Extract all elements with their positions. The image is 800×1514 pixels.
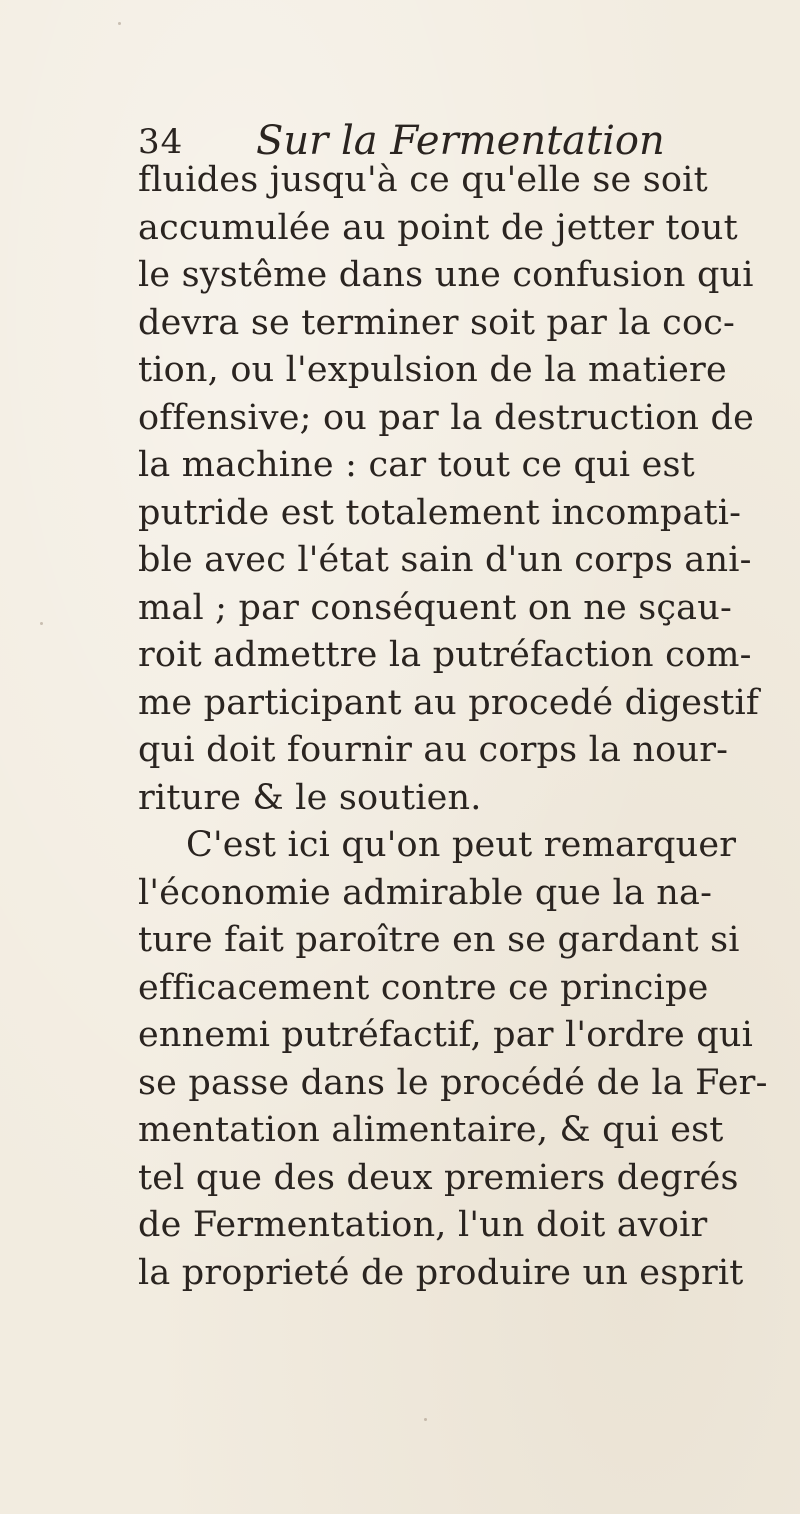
text-line: ture fait paroître en se gardant si — [138, 920, 740, 960]
text-line: riture & le soutien. — [138, 777, 482, 818]
text-line: putride est totalement incompati- — [138, 492, 742, 533]
text-line: efficacement contre ce principe — [138, 967, 709, 1008]
body-text — [138, 157, 778, 1297]
paragraph-start-line: C'est ici qu'on peut remarquer — [186, 825, 737, 865]
page-number: 34 — [138, 122, 184, 162]
text-line: mentation alimentaire, & qui est — [138, 1110, 724, 1150]
text-line: roit admettre la putréfaction com- — [138, 635, 752, 675]
text-line: devra se terminer soit par la coc- — [138, 302, 736, 343]
text-line: fluides jusqu'à ce qu'elle se soit — [138, 160, 708, 200]
text-line: de Fermentation, l'un doit avoir — [138, 1205, 708, 1245]
text-line: le systême dans une confusion qui — [138, 255, 754, 295]
text-line: qui doit fournir au corps la nour- — [138, 730, 729, 770]
paper-speck — [40, 622, 43, 625]
text-line: tel que des deux premiers degrés — [138, 1157, 739, 1198]
text-line: se passe dans le procédé de la Fer- — [138, 1062, 768, 1103]
running-title: Sur la Fermentation — [256, 118, 665, 164]
text-line: l'économie admirable que la na- — [138, 872, 713, 913]
text-line: mal ; par conséquent on ne sçau- — [138, 587, 733, 628]
text-line: la proprieté de produire un esprit — [138, 1252, 744, 1293]
text-line: accumulée au point de jetter tout — [138, 207, 738, 248]
text-line: tion, ou l'expulsion de la matiere — [138, 350, 727, 390]
paper-speck — [424, 1418, 427, 1421]
text-line: ble avec l'état sain d'un corps ani- — [138, 540, 752, 580]
text-line: la machine : car tout ce qui est — [138, 445, 695, 485]
text-line: ennemi putréfactif, par l'ordre qui — [138, 1015, 753, 1055]
text-line: offensive; ou par la destruction de — [138, 397, 754, 438]
paper-speck — [118, 22, 121, 25]
text-line: me participant au procedé digestif — [138, 682, 760, 723]
